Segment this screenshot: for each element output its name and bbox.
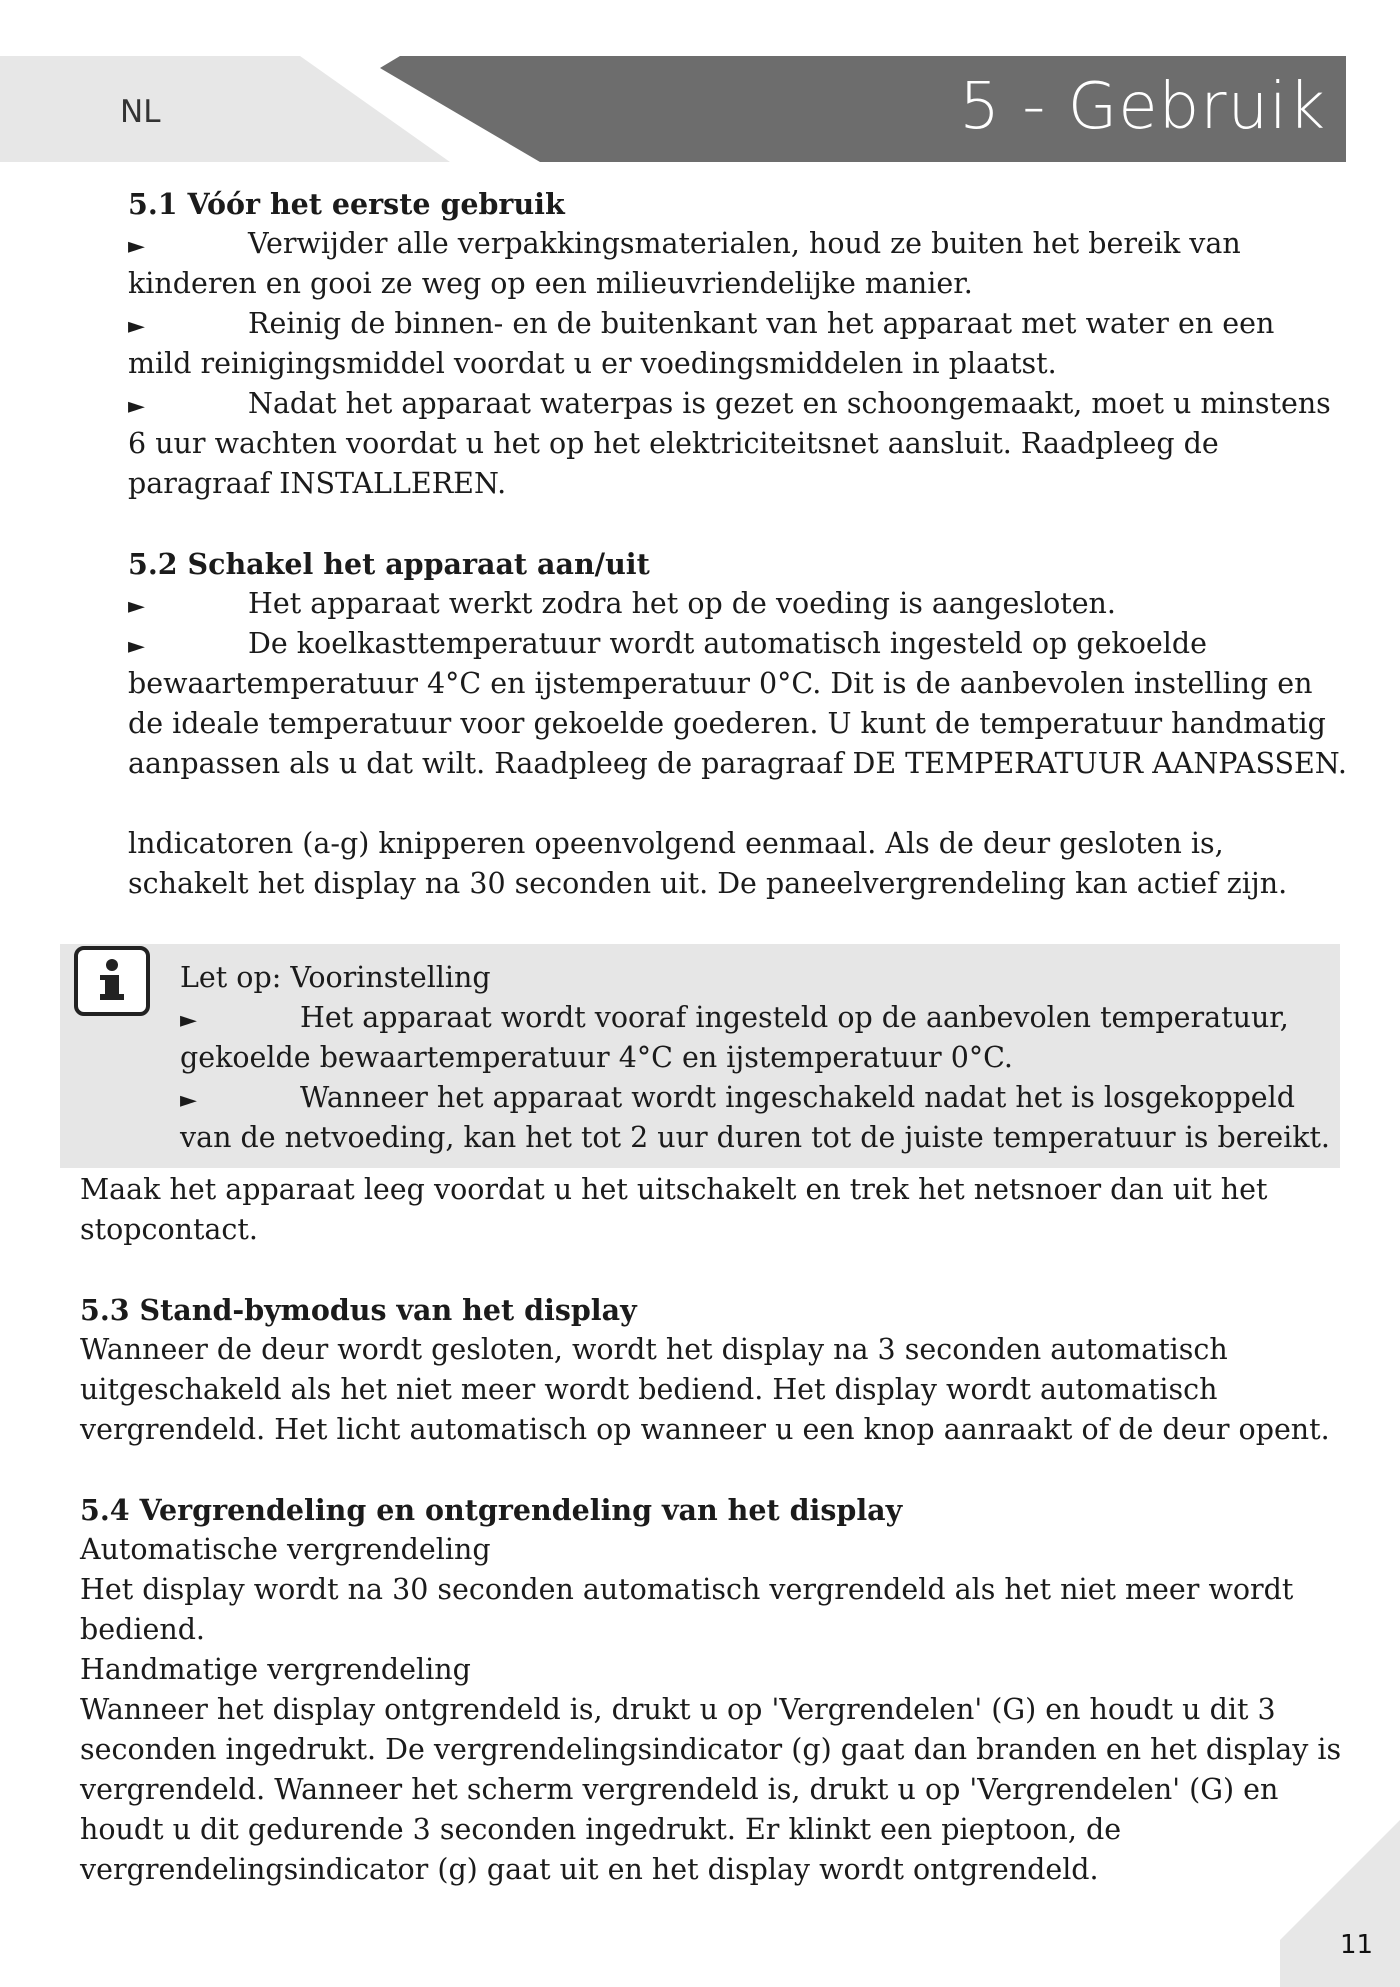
paragraph-line: 6 uur wachten voordat u het op het elektriciteitsnet aansluit. Raadpleeg de [128,427,1219,460]
note-line: ► Het apparaat wordt vooraf ingesteld op de aanbevolen temperatuur, [180,998,1289,1041]
language-label: NL [120,94,161,130]
paragraph-line: vergrendeld. Wanneer het scherm vergrendeld is, drukt u op 'Vergrendelen' (G) en [80,1773,1279,1806]
arrow-bullet-icon: ► [128,314,145,339]
paragraph-line: vergrendeld. Het licht automatisch op wanneer u een knop aanraakt of de deur opent. [80,1413,1330,1446]
paragraph-line: bediend. [80,1613,205,1646]
info-icon [74,946,150,1016]
section-heading-5-3: 5.3 Stand-bymodus van het display [80,1293,637,1327]
paragraph-line: kinderen en gooi ze weg op een milieuvriendelijke manier. [128,267,973,300]
paragraph-line: Het display wordt na 30 seconden automatisch vergrendeld als het niet meer wordt [80,1573,1294,1606]
arrow-bullet-icon: ► [180,1008,197,1033]
arrow-bullet-icon: ► [180,1088,197,1113]
paragraph-line: mild reinigingsmiddel voordat u er voedingsmiddelen in plaatst. [128,347,1057,380]
note-line: ► Wanneer het apparaat wordt ingeschakeld nadat het is losgekoppeld [180,1078,1295,1121]
paragraph-line: Wanneer de deur wordt gesloten, wordt het display na 3 seconden automatisch [80,1333,1228,1366]
paragraph-line: seconden ingedrukt. De vergrendelingsindicator (g) gaat dan branden en het display is [80,1733,1342,1766]
paragraph-line: houdt u dit gedurende 3 seconden ingedrukt. Er klinkt een pieptoon, de [80,1813,1122,1846]
paragraph-line: paragraaf INSTALLEREN. [128,467,507,500]
subheading: Handmatige vergrendeling [80,1653,471,1686]
info-glyph [78,950,146,1012]
subheading: Automatische vergrendeling [80,1533,491,1566]
paragraph-line: aanpassen als u dat wilt. Raadpleeg de paragraaf DE TEMPERATUUR AANPASSEN. [128,747,1347,780]
note-line: van de netvoeding, kan het tot 2 uur duren tot de juiste temperatuur is bereikt. [180,1121,1330,1154]
chapter-title: 5 - Gebruik [959,70,1326,144]
arrow-bullet-icon: ► [128,234,145,259]
paragraph-line: vergrendelingsindicator (g) gaat uit en het display wordt ontgrendeld. [80,1853,1099,1886]
paragraph-line: schakelt het display na 30 seconden uit. De paneelvergrendeling kan actief zijn. [128,867,1288,900]
section-heading-5-4: 5.4 Vergrendeling en ontgrendeling van het display [80,1493,903,1527]
arrow-bullet-icon: ► [128,634,145,659]
paragraph-line: ► Reinig de binnen- en de buitenkant van het apparaat met water en een [128,304,1274,347]
paragraph-line: lndicatoren (a-g) knipperen opeenvolgend eenmaal. Als de deur gesloten is, [128,827,1224,860]
paragraph-line: ► Verwijder alle verpakkingsmaterialen, houd ze buiten het bereik van [128,224,1241,267]
header-left-band [0,56,450,162]
arrow-bullet-icon: ► [128,394,145,419]
paragraph-line: Maak het apparaat leeg voordat u het uitschakelt en trek het netsnoer dan uit het [80,1173,1268,1206]
section-heading-5-1: 5.1 Vóór het eerste gebruik [128,187,565,221]
paragraph-line: uitgeschakeld als het niet meer wordt bediend. Het display wordt automatisch [80,1373,1218,1406]
paragraph-line: bewaartemperatuur 4°C en ijstemperatuur 0°C. Dit is de aanbevolen instelling en [128,667,1313,700]
paragraph-line: ► Nadat het apparaat waterpas is gezet en schoongemaakt, moet u minstens [128,384,1331,427]
arrow-bullet-icon: ► [128,594,145,619]
paragraph-line: ► De koelkasttemperatuur wordt automatisch ingesteld op gekoelde [128,624,1207,667]
page-number: 11 [1340,1930,1374,1960]
paragraph-line: de ideale temperatuur voor gekoelde goederen. U kunt de temperatuur handmatig [128,707,1326,740]
paragraph-line: Wanneer het display ontgrendeld is, drukt u op 'Vergrendelen' (G) en houdt u dit 3 [80,1693,1276,1726]
paragraph-line: stopcontact. [80,1213,258,1246]
section-heading-5-2: 5.2 Schakel het apparaat aan/uit [128,547,650,581]
note-line: gekoelde bewaartemperatuur 4°C en ijstemperatuur 0°C. [180,1041,1013,1074]
note-title: Let op: Voorinstelling [180,961,491,994]
paragraph-line: ► Het apparaat werkt zodra het op de voeding is aangesloten. [128,584,1116,627]
page-corner-decoration [1280,1820,1400,1987]
